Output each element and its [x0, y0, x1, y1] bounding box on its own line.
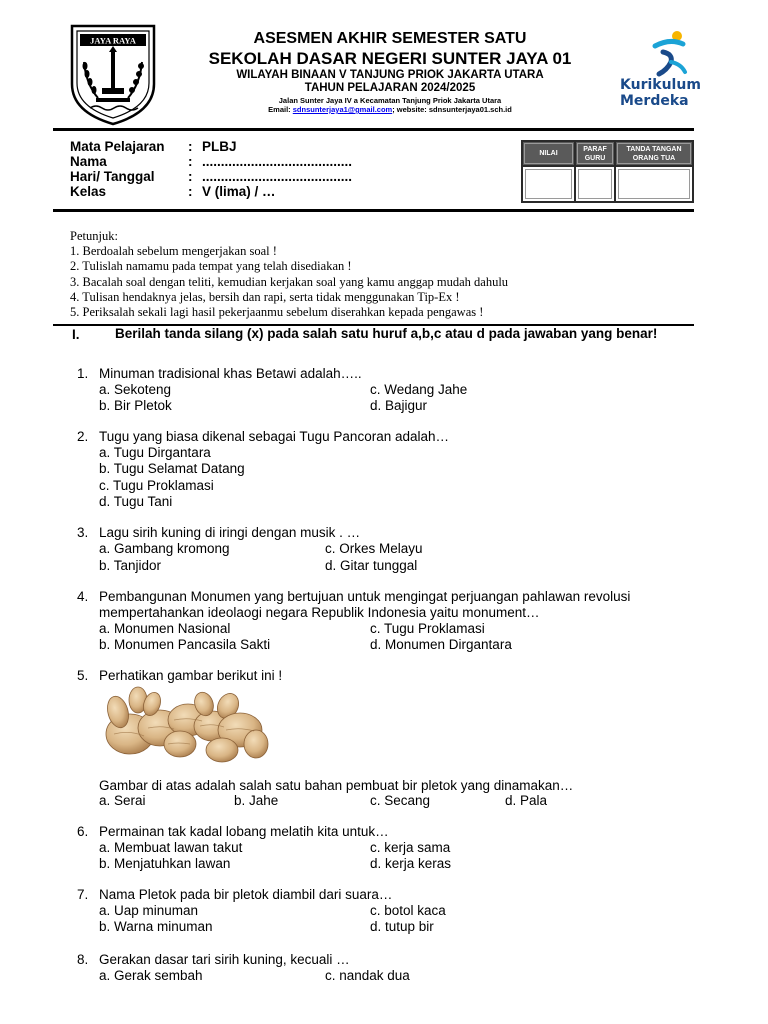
question-number: 6.	[77, 824, 89, 839]
header-line: GURU	[584, 154, 606, 162]
logo-text: JAYA RAYA	[90, 35, 136, 46]
question-number: 8.	[77, 952, 89, 967]
score-header: NILAI	[522, 141, 575, 166]
teacher-initial-cell[interactable]	[575, 166, 615, 202]
field-colon: :	[188, 139, 193, 154]
km-line1: Kurikulum	[620, 77, 701, 93]
option-b[interactable]: b. Tanjidor	[99, 558, 162, 573]
question-number: 1.	[77, 366, 89, 381]
field-label: Mata Pelajaran	[70, 139, 165, 154]
question-text: Gerakan dasar tari sirih kuning, kecuali …	[99, 952, 350, 967]
instruction-item: 4. Tulisan hendaknya jelas, bersih dan rapi, serta tidak menggunakan Tip-Ex !	[70, 289, 460, 304]
field-label: Nama	[70, 154, 107, 169]
region-line: WILAYAH BINAAN V TANJUNG PRIOK JAKARTA UTARA	[236, 69, 544, 81]
option-b[interactable]: b. Warna minuman	[99, 919, 213, 934]
header-line: PARAF	[583, 145, 607, 153]
option-a[interactable]: a. Uap minuman	[99, 903, 199, 918]
academic-year: TAHUN PELAJARAN 2024/2025	[304, 82, 476, 94]
option-a[interactable]: a. Tugu Dirgantara	[99, 445, 211, 460]
field-value: PLBJ	[202, 139, 237, 154]
ginger-image	[100, 684, 272, 766]
date-field[interactable]: ........................................	[202, 169, 353, 184]
header-line: TANDA TANGAN	[626, 145, 682, 153]
parent-signature-header	[615, 141, 693, 166]
option-a[interactable]: a. Serai	[99, 793, 146, 808]
option-c[interactable]: c. Tugu Proklamasi	[99, 478, 214, 493]
name-field[interactable]: ........................................	[202, 154, 353, 169]
field-colon: :	[188, 184, 193, 199]
question-text-cont: Gambar di atas adalah salah satu bahan pembuat bir pletok yang dinamakan…	[99, 778, 574, 793]
section-number: I.	[72, 327, 80, 342]
option-d[interactable]: d. kerja keras	[370, 856, 452, 871]
option-c[interactable]: c. Wedang Jahe	[370, 382, 468, 397]
option-d[interactable]: d. Pala	[505, 793, 548, 808]
option-d[interactable]: d. Gitar tunggal	[325, 558, 418, 573]
header-title: ASESMEN AKHIR SEMESTER SATU	[253, 30, 527, 47]
question-number: 5.	[77, 668, 89, 683]
instructions	[70, 229, 508, 320]
option-b[interactable]: b. Monumen Pancasila Sakti	[99, 637, 271, 652]
score-cell[interactable]	[522, 166, 575, 202]
option-b[interactable]: b. Jahe	[234, 793, 279, 808]
option-d[interactable]: d. Bajigur	[370, 398, 428, 413]
field-colon: :	[188, 169, 193, 184]
instruction-item: 3. Bacalah soal dengan teliti, kemudian kerjakan soal yang kamu anggap mudah dahulu	[70, 274, 509, 289]
field-colon: :	[188, 154, 193, 169]
question-text: Perhatikan gambar berikut ini !	[99, 668, 283, 683]
instructions-title: Petunjuk:	[70, 229, 118, 243]
address-line: Jalan Sunter Jaya IV a Kecamatan Tanjung Priok Jakarta Utara	[278, 96, 502, 105]
question-text-cont: mempertahankan ideolaogi negara Republik Indonesia yaitu monument…	[99, 605, 540, 620]
class-field[interactable]: V (lima) / …	[202, 184, 276, 199]
option-d[interactable]: d. tutup bir	[370, 919, 434, 934]
option-b[interactable]: b. Bir Pletok	[99, 398, 172, 413]
instruction-item: 2. Tulislah namamu pada tempat yang telah disediakan !	[70, 259, 352, 274]
question-number: 2.	[77, 429, 89, 444]
question-text: Lagu sirih kuning di iringi dengan musik . …	[99, 525, 361, 540]
question-text: Tugu yang biasa dikenal sebagai Tugu Pancoran adalah…	[99, 429, 449, 444]
field-label: Kelas	[70, 184, 107, 199]
instruction-item: 5. Periksalah sekali lagi hasil pekerjaanmu sebelum diserahkan kepada pengawas !	[70, 305, 484, 320]
question-text: Permainan tak kadal lobang melatih kita untuk…	[99, 824, 389, 839]
section-instruction: Berilah tanda silang (x) pada salah satu huruf a,b,c atau d pada jawaban yang benar!	[115, 326, 658, 341]
km-line2: Merdeka	[620, 93, 689, 109]
option-c[interactable]: c. botol kaca	[370, 903, 446, 918]
website-text: ; website: sdnsunterjaya01.sch.id	[392, 105, 512, 114]
option-c[interactable]: c. Secang	[370, 793, 431, 808]
question-number: 3.	[77, 525, 89, 540]
option-a[interactable]: a. Gambang kromong	[99, 541, 230, 556]
question-text: Pembangunan Monumen yang bertujuan untuk mengingat perjuangan pahlawan revolusi	[99, 589, 631, 604]
option-a[interactable]: a. Sekoteng	[99, 382, 172, 397]
kurikulum-merdeka-text	[620, 77, 701, 109]
option-d[interactable]: d. Tugu Tani	[99, 494, 173, 509]
field-label: Hari/ Tanggal	[70, 169, 155, 184]
jaya-raya-logo	[68, 22, 158, 126]
instruction-item: 1. Berdoalah sebelum mengerjakan soal !	[70, 244, 277, 259]
email-label: Email:	[268, 105, 293, 114]
option-c[interactable]: c. Orkes Melayu	[325, 541, 423, 556]
contact-line	[165, 105, 615, 114]
option-d[interactable]: d. Monumen Dirgantara	[370, 637, 512, 652]
identity-divider	[53, 209, 694, 212]
option-a[interactable]: a. Membuat lawan takut	[99, 840, 243, 855]
option-b[interactable]: b. Tugu Selamat Datang	[99, 461, 245, 476]
school-name: SEKOLAH DASAR NEGERI SUNTER JAYA 01	[208, 49, 572, 68]
question-text: Minuman tradisional khas Betawi adalah…..	[99, 366, 362, 381]
option-b[interactable]: b. Menjatuhkan lawan	[99, 856, 231, 871]
option-a[interactable]: a. Monumen Nasional	[99, 621, 231, 636]
score-table	[521, 140, 694, 203]
teacher-initial-header	[575, 141, 615, 166]
option-c[interactable]: c. kerja sama	[370, 840, 451, 855]
header-line: ORANG TUA	[632, 154, 676, 162]
question-number: 7.	[77, 887, 89, 902]
email-link[interactable]: sdnsunterjaya1@gmail.com	[292, 105, 393, 114]
question-text: Nama Pletok pada bir pletok diambil dari suara…	[99, 887, 393, 902]
header-divider	[53, 128, 694, 131]
question-number: 4.	[77, 589, 89, 604]
option-a[interactable]: a. Gerak sembah	[99, 968, 203, 983]
parent-signature-cell[interactable]	[615, 166, 693, 202]
option-c[interactable]: c. Tugu Proklamasi	[370, 621, 485, 636]
option-c[interactable]: c. nandak dua	[325, 968, 410, 983]
